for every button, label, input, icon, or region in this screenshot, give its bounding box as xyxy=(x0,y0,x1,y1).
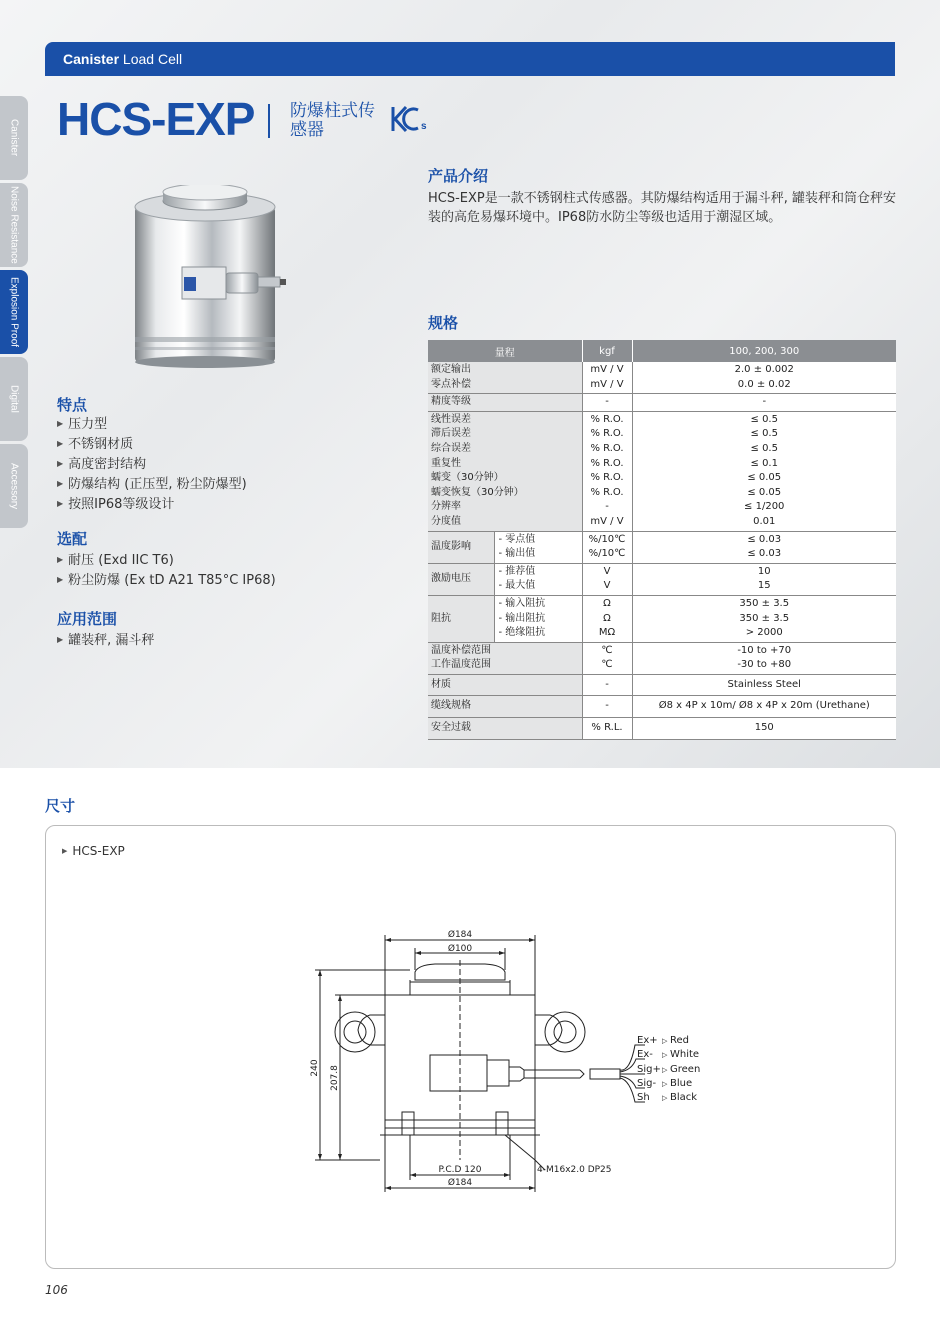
drawing-label: ▶ HCS-EXP xyxy=(62,844,125,858)
list-item: ▶ 按照IP68等级设计 xyxy=(57,495,247,515)
dim-top-diameter: Ø184 xyxy=(447,930,473,940)
svg-text:s: s xyxy=(421,121,427,132)
intro-text: HCS-EXP是一款不锈钢柱式传感器。其防爆结构适用于漏斗秤, 罐装秤和筒仓秤安装的高危易爆环境中。IP68防水防尘等级也适用于潮湿区域。 xyxy=(428,191,897,225)
svg-text:▷: ▷ xyxy=(662,1080,668,1088)
svg-text:Red: Red xyxy=(670,1035,689,1046)
intro-title: 产品介绍 xyxy=(428,167,489,185)
svg-text:Blue: Blue xyxy=(670,1078,693,1089)
options-title: 选配 xyxy=(57,530,88,548)
page-number: 106 xyxy=(45,1283,68,1297)
table-row: 精度等级 - - xyxy=(428,394,896,412)
category-header-bar xyxy=(45,42,895,76)
table-row: 温度影响 - 零点值 - 输出值 %/10℃ %/10℃ ≤ 0.03 ≤ 0.03 xyxy=(428,531,896,563)
wiring-legend xyxy=(637,1035,700,1103)
table-row: 温度补偿范围 工作温度范围 ℃ ℃ -10 to +70 -30 to +80 xyxy=(428,642,896,674)
side-tab-canister[interactable]: Canister xyxy=(0,96,28,180)
list-item: ▶ 罐装秤, 漏斗秤 xyxy=(57,631,154,651)
svg-text:Black: Black xyxy=(670,1092,698,1103)
product-name: 防爆柱式传感器 xyxy=(290,101,375,140)
svg-text:▷: ▷ xyxy=(662,1094,668,1102)
features-list xyxy=(57,415,247,515)
dim-body-height: 207.8 xyxy=(330,1065,340,1091)
applications-title: 应用范围 xyxy=(57,610,118,628)
product-photo xyxy=(132,185,287,370)
dim-pcd: P.C.D 120 xyxy=(438,1165,482,1175)
dim-thread: 4-M16x2.0 DP25 xyxy=(537,1165,612,1175)
table-row: 材质 - Stainless Steel xyxy=(428,674,896,696)
svg-text:▷: ▷ xyxy=(662,1066,668,1074)
svg-text:Ex+: Ex+ xyxy=(637,1035,658,1046)
list-item: ▶ 耐压 (Exd IIC T6) xyxy=(57,551,276,571)
product-model: HCS-EXP xyxy=(57,93,255,145)
table-row: 量程 kgf 100, 200, 300 xyxy=(428,340,896,362)
side-tabs xyxy=(0,96,28,531)
kc-certification-icon xyxy=(390,103,430,135)
list-item: ▶ 压力型 xyxy=(57,415,247,435)
table-row: 激励电压 - 推荐值 - 最大值 V V 10 15 xyxy=(428,563,896,595)
svg-text:Sig-: Sig- xyxy=(637,1078,657,1089)
side-tab-digital[interactable]: Digital xyxy=(0,357,28,441)
svg-text:Ex-: Ex- xyxy=(637,1049,653,1060)
spec-title: 规格 xyxy=(428,314,459,332)
category-title: Canister Load Cell xyxy=(63,51,183,67)
table-row: 安全过载 % R.L. 150 xyxy=(428,718,896,740)
applications-list xyxy=(57,631,154,651)
svg-text:Green: Green xyxy=(670,1064,701,1075)
spec-table xyxy=(428,340,896,740)
table-row: 额定输出 零点补偿 mV / V mV / V 2.0 ± 0.002 0.0 ± 0.02 xyxy=(428,362,896,394)
list-item: ▶ 粉尘防爆 (Ex tD A21 T85°C IP68) xyxy=(57,571,276,591)
list-item: ▶ 不锈钢材质 xyxy=(57,435,247,455)
dimensions-title: 尺寸 xyxy=(45,797,76,815)
dim-inner-diameter: Ø100 xyxy=(447,944,473,954)
side-tab-accessory[interactable]: Accessory xyxy=(0,444,28,528)
dim-height: 240 xyxy=(310,1059,320,1077)
table-row: 线性误差 滞后误差 综合误差 重复性 蠕变（30分钟） 蠕变恢复（30分钟） 分辨率 分度值 % R.O. % R.O. % R.O. % R.O. % R.O. % R.O. - mV / V ≤ 0.5 ≤ 0.5 ≤ 0.5 ≤ 0.1 ≤ 0.05 ≤ 0.05 ≤ 1/200 0.01 xyxy=(428,411,896,531)
title-separator xyxy=(268,104,270,138)
dimension-drawing xyxy=(300,920,720,1200)
table-row: 缆线规格 - Ø8 x 4P x 10m/ Ø8 x 4P x 20m (Urethane) xyxy=(428,696,896,718)
svg-text:White: White xyxy=(670,1049,700,1060)
table-row: 阻抗 - 输入阻抗 - 输出阻抗 - 绝缘阻抗 Ω Ω MΩ 350 ± 3.5 350 ± 3.5 > 2000 xyxy=(428,595,896,642)
side-tab-noise-resistance[interactable]: Noise Resistance xyxy=(0,183,28,267)
features-title: 特点 xyxy=(57,396,88,414)
options-list xyxy=(57,551,276,591)
svg-text:Sh: Sh xyxy=(637,1092,650,1103)
dim-bottom-diameter: Ø184 xyxy=(447,1178,473,1188)
list-item: ▶ 防爆结构 (正压型, 粉尘防爆型) xyxy=(57,475,247,495)
svg-text:▷: ▷ xyxy=(662,1037,668,1045)
svg-text:▷: ▷ xyxy=(662,1051,668,1059)
side-tab-explosion-proof[interactable]: Explosion Proof xyxy=(0,270,28,354)
list-item: ▶ 高度密封结构 xyxy=(57,455,247,475)
svg-text:Sig+: Sig+ xyxy=(637,1064,661,1075)
